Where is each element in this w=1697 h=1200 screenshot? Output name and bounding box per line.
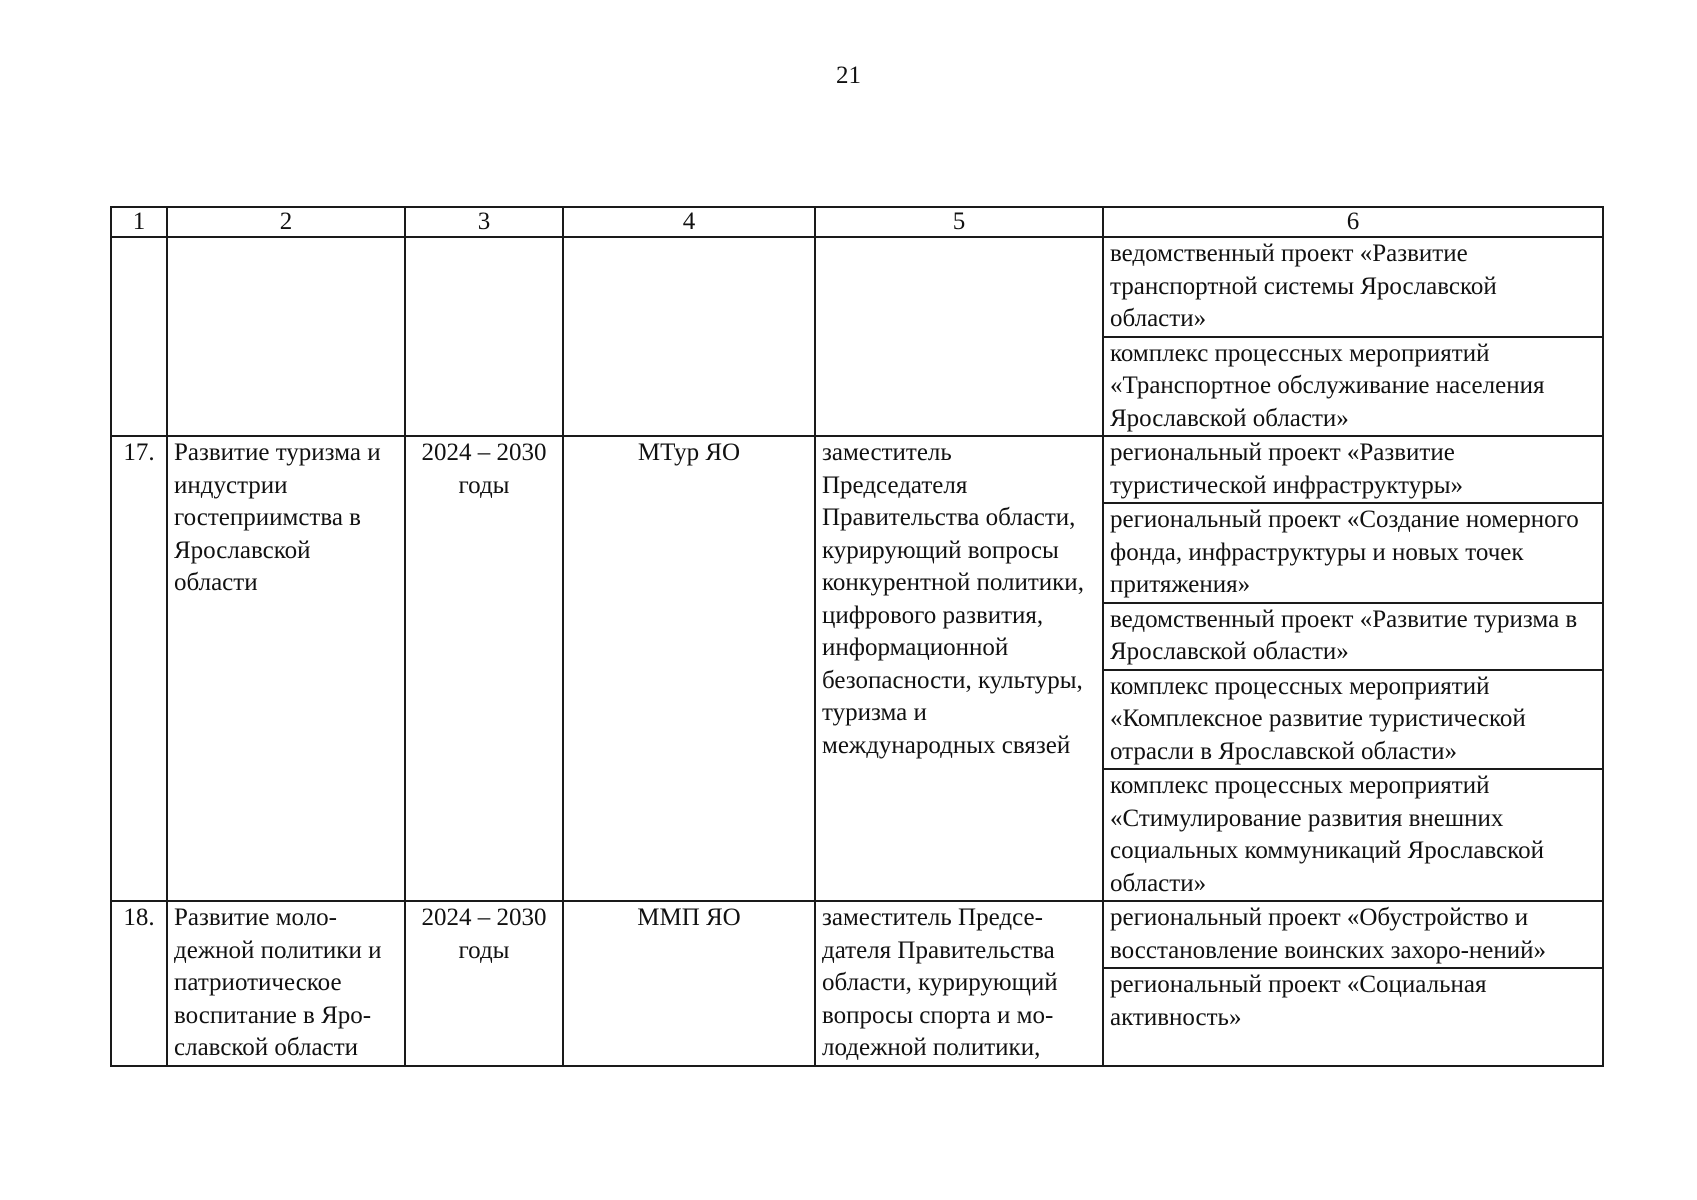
executor: МТур ЯО — [563, 436, 815, 901]
project-item: комплекс процессных мероприятий «Транспортное обслуживание населения Ярославской области» — [1110, 339, 1545, 432]
projects-cell — [1103, 436, 1603, 901]
table-row-18 — [111, 901, 1603, 1066]
project-item: ведомственный проект «Развитие транспортной системы Ярославской области» — [1104, 238, 1602, 337]
header-col-4: 4 — [563, 207, 815, 237]
curator: заместитель Предсе-дателя Правительства области, курирующий вопросы спорта и мо-лодежной политики, — [815, 901, 1103, 1066]
empty-cell — [563, 237, 815, 436]
empty-cell — [815, 237, 1103, 436]
table-row-17 — [111, 436, 1603, 901]
project-item: региональный проект «Социальная активность» — [1110, 971, 1487, 1031]
projects-list — [1104, 437, 1602, 900]
empty-cell — [167, 237, 405, 436]
row-number: 17. — [111, 436, 167, 901]
projects-cell — [1103, 237, 1603, 436]
program-name: Развитие моло-дежной политики и патриотическое воспитание в Яро-славской области — [167, 901, 405, 1066]
curator: заместитель Председателя Правительства области, курирующий вопросы конкурентной политики, цифрового развития, информационной безопасности, культуры, туризма и международных связей — [815, 436, 1103, 901]
header-col-5: 5 — [815, 207, 1103, 237]
project-item: ведомственный проект «Развитие туризма в Ярославской области» — [1104, 603, 1602, 670]
header-col-1: 1 — [111, 207, 167, 237]
program-period: 2024 – 2030 годы — [405, 436, 563, 901]
executor: ММП ЯО — [563, 901, 815, 1066]
empty-cell — [405, 237, 563, 436]
page-number: 21 — [836, 62, 861, 89]
header-col-6: 6 — [1103, 207, 1603, 237]
program-table — [110, 206, 1604, 1067]
program-period: 2024 – 2030 годы — [405, 901, 563, 1066]
empty-cell — [111, 237, 167, 436]
projects-list — [1104, 238, 1602, 435]
program-name: Развитие туризма и индустрии гостеприимства в Ярославской области — [167, 436, 405, 901]
header-row — [111, 207, 1603, 237]
row-number: 18. — [111, 901, 167, 1066]
project-item: комплекс процессных мероприятий «Комплексное развитие туристической отрасли в Ярославской области» — [1104, 670, 1602, 770]
project-item: региональный проект «Создание номерного фонда, инфраструктуры и новых точек притяжения» — [1104, 503, 1602, 603]
projects-list — [1104, 902, 1602, 1034]
projects-cell — [1103, 901, 1603, 1066]
table-row-continued — [111, 237, 1603, 436]
header-col-2: 2 — [167, 207, 405, 237]
project-item: региональный проект «Развитие туристической инфраструктуры» — [1104, 437, 1602, 503]
header-col-3: 3 — [405, 207, 563, 237]
project-item: комплекс процессных мероприятий «Стимулирование развития внешних социальных коммуникаций Ярославской области» — [1110, 772, 1544, 897]
project-item: региональный проект «Обустройство и восстановление воинских захоро-нений» — [1104, 902, 1602, 968]
